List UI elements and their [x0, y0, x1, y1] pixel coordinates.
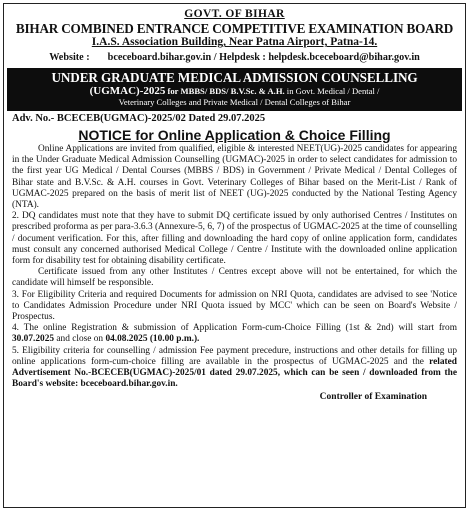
banner-courses: for MBBS/ BDS/ B.V.Sc. & A.H. [165, 86, 285, 96]
paragraph-4 [12, 323, 457, 345]
banner-ugmac: (UGMAC)-2025 [89, 85, 166, 97]
contact-line [12, 49, 457, 66]
paragraph-5 [12, 346, 457, 391]
paragraph-2: 2. DQ candidates must note that they have to submit DQ certificate issued by only authorised Centres / Institutes on prescribed proforma as per para-3.6.3 (Annexure-5, 6, 7) of the prospectus of UGMAC-2025 at the time of counselling / document verification. For this, after filling and downloading the hard copy of online application form, candidates must consult any concerned authorised Medical College / Centre / Institute with the downloaded online application form for disability test for obtaining disability certificate. [12, 211, 457, 267]
website-label: Website : [49, 52, 90, 63]
board-name: BIHAR COMBINED ENTRANCE COMPETITIVE EXAMINATION BOARD [15, 21, 454, 36]
related-advertisement: related Advertisement No.-BCECEB(UGMAC)-2025/01 dated 29.07.2025, which can be seen / downloaded from the Board's website: bceceboard.bihar.gov.in. [12, 356, 457, 390]
banner-subtitle [9, 85, 460, 97]
paragraph-4-text: 4. The online Registration & submission of Application Form-cum-Choice Filling (1st & 2nd) will start from [12, 323, 457, 334]
banner-title: UNDER GRADUATE MEDICAL ADMISSION COUNSELLING [51, 70, 418, 85]
banner-colleges-line: Veterinary Colleges and Private Medical / Dental Colleges of Bihar [118, 97, 351, 107]
helpdesk-email[interactable]: helpdesk.bceceboard@bihar.gov.in [268, 52, 420, 63]
notice-body [12, 144, 457, 390]
paragraph-4-mid: and close on [54, 334, 106, 345]
helpdesk-label: Helpdesk : [219, 52, 266, 63]
close-date: 04.08.2025 (10.00 p.m.). [105, 334, 200, 345]
paragraph-5-text: 5. Eligibility criteria for counselling / admission Fee payment precedure, instructions and other details for filling up online applications form-cum-choice filling are available in the prospectus of UGMAC-2025 and the [12, 345, 457, 367]
signature: Controller of Examination [319, 392, 427, 403]
govt-heading: GOVT. OF BIHAR [184, 8, 285, 20]
contact-separator: / [213, 52, 217, 63]
banner-colleges: in Govt. Medical / Dental / [284, 86, 380, 96]
paragraph-3: 3. For Eligibility Criteria and required Documents for admission on NRI Quota, candidates are advised to see 'Notice to Candidates Admission Procedure under NRI Quota issued by MCC' which can be seen on Board's Website / Prospectus. [12, 289, 457, 323]
notice-title: NOTICE for Online Application & Choice Filling [78, 127, 391, 143]
website-link[interactable]: bceceboard.bihar.gov.in [107, 52, 212, 63]
paragraph-2-note: Certificate issued from any other Institutes / Centres except above will not be entertained, for which the candidate will himself be responsible. [12, 267, 457, 289]
advertisement-number: Adv. No.- BCECEB(UGMAC)-2025/02 Dated 29.07.2025 [12, 113, 266, 124]
paragraph-1: Online Applications are invited from qualified, eligible & interested NEET(UG)-2025 candidates for appearing in the Under Graduate Medical Admission Counselling (UGMAC)-2025 in order to select candidates for admission to the first year UG Medical / Dental Courses (MBBS / BDS) in Government / Private Medical / Dental Colleges of Bihar state and B.V.Sc. & A.H. courses in Govt. Veterinary Colleges of Bihar based on the Merit-List / Rank of UGMAC-2025 prepared on the basis of merit list of NEET (UG)-2025 conducted by the National Testing Agency (NTA). [12, 144, 457, 211]
counselling-banner [7, 68, 462, 111]
start-date: 30.07.2025 [12, 334, 55, 345]
notice-document [3, 3, 466, 508]
board-address: I.A.S. Association Building, Near Patna Airport, Patna-14. [91, 36, 378, 48]
